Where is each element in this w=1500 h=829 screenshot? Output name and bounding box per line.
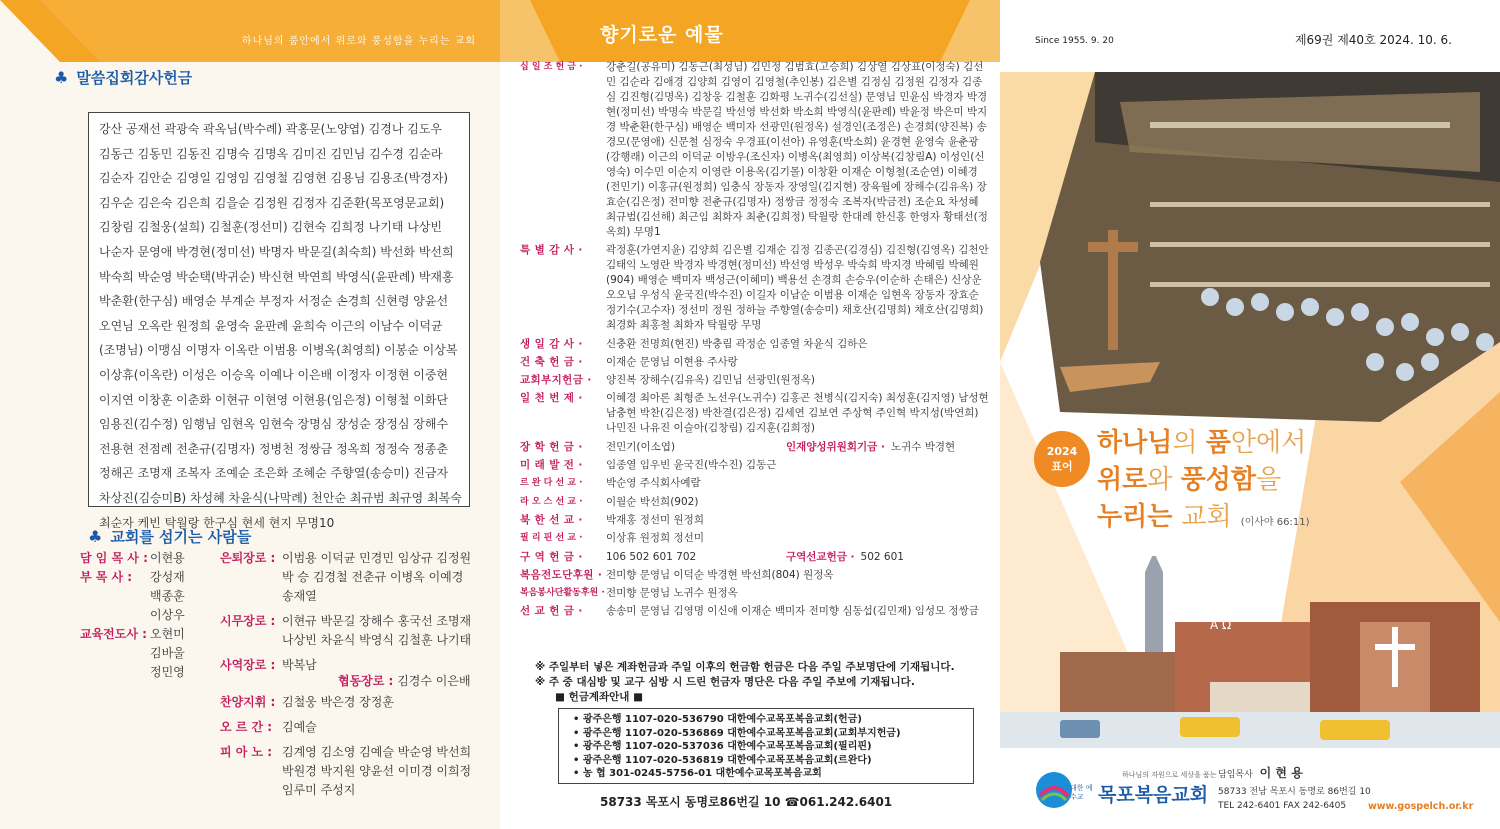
offering-names: 이재순 문영님 이현용 주사랑 [606,355,738,368]
section-title-staff: ♣ 교회를 섬기는 사람들 [88,527,252,546]
offering-extra-label: 구역선교헌금 · [786,550,855,563]
account-line: • 광주은행 1107-020-536869 대한예수교목포복음교회(교회부지헌금) [573,727,901,739]
donor-line: 김순자 김안순 김영일 김영임 김영철 김영현 김용님 김용조(박경자) [99,171,449,186]
staff-row [80,549,220,568]
offering-label: 건 축 헌 금 · [520,355,583,368]
middle-page [500,0,1000,829]
offering-names: 전미향 문영님 이덕순 박경현 박선희(804) 원정옥 [606,568,834,581]
donor-line: 박숙희 박순영 박순택(박귀순) 박신현 박연희 박영식(윤판례) 박재홍 [99,269,454,284]
staff-name: 이상우 [150,608,185,622]
offering-names: 106 502 601 702 [606,550,697,563]
offering-row [520,243,990,333]
offering-row [520,373,990,388]
offering-names: 박재홍 정선미 원정희 [606,513,704,526]
donor-line: 이지연 이창훈 이춘화 이현규 이현영 이현용(임은정) 이형철 이화단 [99,392,449,407]
cover-page [1000,0,1500,829]
offering-names: 이혜경 최아론 최형준 노선우(노귀수) 김홍곤 천병식(김지숙) 최성훈(김지영) 남성현 남충현 박찬(김은정) 박찬결(김은정) 김세연 김보연 주상혁 주인혁 박지성(박연희) 나민진 나유진 이슬아(김창림) 김지훈(김희정) [606,392,989,435]
offering-row [520,513,990,528]
staff-name: 박 승 김경철 전춘규 이병옥 이예경 [282,570,464,584]
offering-row [520,568,990,583]
offering-names: 송송미 문영님 김영명 이신애 이재순 백미자 전미향 심동섭(김민재) 임성모 정쌍금 [606,605,979,618]
donor-line: 김우순 김은숙 김은희 김을순 김정원 김정자 김준환(목포영문교회) [99,195,445,210]
church-name: 목포복음교회 [1098,784,1209,806]
offering-names: 곽정훈(가연지윤) 김양희 김은별 김재순 김정 김종곤(김경심) 김진형(김영옥) 김천안 김태익 노영란 박경자 박경현(정미선) 박선영 박성우 박숙희 박지경 박혜림 박혜원(904) 배영순 백미자 백성근(이혜미) 백용선 손경희 손승우(이순하 손태은) 신상운 오오님 우성식 윤국진(박수진) 이길자 이남순 이범용 이재순 임현옥 장동자 장효순 정기수(고수자) 정선미 정원 정하늘 주향열(송승미) 채호산(김명희) 채호산(김명희) 최경화 최홍철 최화자 탁월랑 무명 [606,244,989,332]
note-line: ※ 주일부터 넣은 계좌헌금과 주일 이후의 헌금함 헌금은 다음 주일 주보명단에 기재됩니다. [535,661,955,673]
donor-line: 이상휴(이옥란) 이성은 이승옥 이예나 이은배 이정자 이정현 이중현 [99,367,449,382]
staff-row [80,625,220,682]
offering-extra-names: 노귀수 박경현 [890,440,956,453]
offering-names: 박순영 주식회사예람 [606,477,701,490]
account-line: • 광주은행 1107-020-536790 대한예수교목포복음교회(헌금) [573,714,862,725]
staff-row [220,612,480,650]
offering-row [520,476,990,491]
account-title: ■ 헌금계좌안내 ■ [555,691,644,703]
left-header-band [0,0,500,62]
note-line: ※ 주 중 대심방 및 교구 심방 시 드린 헌금자 명단은 다음 주일 주보에 기재됩니다. [535,676,915,688]
staff-name: 오현미 [150,627,185,641]
staff-row [220,743,480,800]
staff-name: 나상빈 차윤식 박영식 김철훈 나기태 [282,633,472,647]
offering-row [520,337,990,352]
offering-row [520,391,990,436]
staff-label: 시무장로 : [220,614,276,628]
contact-address: 58733 전남 목포시 동명로 86번길 10 [1218,787,1371,797]
donor-line: 최순자 케빈 탁월랑 한구심 현세 현지 무명10 [99,515,335,530]
offering-names: 전민기(이소엽) [606,440,676,453]
cover-graphic [1000,62,1500,748]
church-address: 58733 목포시 동명로86번길 10 ☎061.242.6401 [600,795,893,809]
offering-names: 양진복 장해수(김유옥) 김민님 선광민(원정옥) [606,374,815,387]
issue-info: 제69권 제40호 2024. 10. 6. [1294,33,1452,47]
offering-label: 복음봉사단활동후원 · [520,588,605,599]
staff-label: 피 아 노 : [220,745,273,759]
staff-name: 강성재 [150,570,185,584]
offering-label: 선 교 헌 금 · [520,605,583,618]
staff-row [220,718,480,737]
staff-name: 박원경 박지원 양윤선 이미경 이희정 [282,764,472,778]
middle-header-title: 향기로운 예물 [600,24,724,46]
donor-line: 나순자 문영애 박경현(정미선) 박명자 박문길(최숙희) 박선화 박선희 [99,244,454,259]
account-line: • 농 협 301-0245-5756-01 대한예수교목포복음교회 [573,768,822,779]
staff-name: 이현규 박문길 장해수 홍국선 조명재 [282,614,472,628]
staff-name: 김바울 [150,646,185,660]
offering-names: 임종열 임우빈 윤국진(박수진) 김동근 [606,459,777,472]
church-logo-icon [1034,770,1074,810]
cover-footer [1000,748,1500,829]
donors-box [88,112,470,530]
offering-row [520,355,990,370]
donor-line: 오연님 오옥란 원정희 윤영숙 윤판례 윤희숙 이근의 이남수 이덕균 [99,318,443,333]
staff-label: 사역장로 : [220,658,276,672]
donor-line: 차상진(김승미B) 차성혜 차윤식(나막례) 천안순 최규범 최규영 최복숙 [99,490,462,505]
staff-name: 김계영 김소영 김예슬 박순영 박선희 [282,745,472,759]
offering-extra-names: 502 601 [860,550,904,563]
logo-small: 대한 예수교 [1070,784,1093,801]
offering-row [520,586,990,601]
offering-label: 특 별 감 사 · [520,244,583,257]
staff-name: 송재열 [282,589,317,603]
club-icon: ♣ [54,68,69,87]
middle-header-band [500,0,1000,62]
staff-label: 교육전도사 : [80,627,147,641]
staff-label: 부 목 사 : [80,570,133,584]
staff-name: 정민영 [150,665,185,679]
pastor-info: 담임목사 이 현 용 [1218,766,1303,780]
offering-names: 이월순 박선희(902) [606,495,699,508]
staff-label: 담 임 목 사 : [80,551,148,565]
donor-line: (조명님) 이맹심 이명자 이옥란 이범용 이병옥(최영희) 이봉순 이상복 [99,343,458,358]
donor-line: 임용진(김수정) 임행님 임현옥 임현숙 장명심 장성순 장정심 장해수 [99,417,449,432]
staff-name: 이현용 [150,551,185,565]
logo-slogan: 하나님의 자원으로 세상을 품는 [1122,771,1217,779]
staff-row [80,568,220,625]
offering-list [520,60,990,623]
staff-name: 김철웅 박은경 장정훈 [282,695,394,709]
offering-label: 르 완 다 선 교 · [520,478,583,489]
offering-label: 구 역 헌 금 · [520,550,583,563]
offering-label: 교회부지헌금 · [520,374,592,387]
offering-names: 이상휴 원정희 정선미 [606,532,704,545]
since-date: Since 1955. 9. 20 [1035,36,1114,46]
offering-label: 북 한 선 교 · [520,513,583,526]
account-box [558,708,974,784]
offering-row [520,531,990,546]
donor-line: 박춘환(한구심) 배영순 부계순 부정자 서정순 손경희 신현령 양윤선 [99,294,449,309]
offering-row [520,458,990,473]
contact-tel: TEL 242-6401 FAX 242-6405 [1218,801,1347,811]
offering-notes [535,660,955,705]
staff-name: 백종훈 [150,589,185,603]
offering-names: 전미향 문영님 노귀수 원정옥 [606,587,738,600]
account-line: • 광주은행 1107-020-537036 대한예수교목포복음교회(필리핀) [573,741,872,752]
offering-names: 강춘길(공유미) 김동근(최성님) 김민정 김범효(고승희) 김상열 김상표(이정숙) 김선민 김순라 김애경 김양희 김영이 김영철(추인봉) 김은별 김정심 김정원 김정자 김종심 김진형(김명옥) 김창웅 김철훈 김화평 노귀수(김선실) 문영님 민윤심 박경자 박경현(정미선) 박명숙 박문길 박선영 박선화 박소희 박영식(윤판례) 박윤정 박은미 박지경 박춘환(한구심) 배영순 백미자 선광민(원정옥) 설경인(조정은) 손경희(양진복) 송경모(문영애) 신문철 심정숙 우경표(이선아) 유영훈(박소희) 윤경현 윤영숙 윤춘광(강행래) 이근의 이덕균 이방우(조신자) 이병옥(최영희) 이상복(김창림A) 이성인(신영숙) 이수민 이순지 이영란 이용옥(김기몰) 이창환 이재순 이형철(조순연) 이혜경(전민기) 이홍규(원정희) 임충식 장동자 장영일(김지현) 장육월예 장해수(김유옥) 장효순(김은정) 전미향 전춘규(김명자) 정쌍금 정정숙 조복자(박금전) 조순요 차성혜 최규범(김선해) 최근임 최화자 최춘(김희정) 탁월랑 한대례 한신홍 한영자 황태선(정옥희) 무명1 [606,61,988,238]
church-motto: 하나님의 품안에서 위로와 풍성함을 누리는 교회 (이사야 66:11) [1097,428,1310,532]
donor-line: 전용현 전점례 전춘규(김명자) 정병천 정쌍금 정옥희 정정숙 정종춘 [99,441,449,456]
offering-label: 생 일 감 사 · [520,337,583,350]
offering-label: 복음전도단후원 · [520,568,603,581]
left-page [0,0,500,829]
staff-row [220,549,480,606]
staff-name: 박복남 [282,658,317,672]
offering-label: 미 래 발 전 · [520,459,583,472]
offering-extra-label: 인재양성위원회기금 · [786,440,885,453]
offering-label: 일 천 번 제 · [520,392,583,405]
offering-label: 장 학 헌 금 · [520,440,583,453]
left-header-text: 하나님의 품안에서 위로와 풍성함을 누리는 교회 [241,36,476,47]
website-link[interactable]: www.gospelch.or.kr [1368,801,1474,812]
donor-line: 김동근 김동민 김동진 김명숙 김명옥 김미진 김민님 김수경 김순라 [99,146,443,161]
offering-row [520,60,990,240]
offering-label: 필 리 핀 선 교 · [520,533,583,544]
donor-line: 정해곤 조명재 조복자 조예순 조은화 조혜순 주향열(송승미) 진금자 [99,466,449,481]
account-line: • 광주은행 1107-020-536819 대한예수교목포복음교회(르완다) [573,754,872,766]
offering-row [520,440,990,455]
staff-pastors [80,549,220,682]
offering-names: 신충환 전명희(현진) 박충림 곽정순 임종열 차윤식 김하은 [606,337,868,350]
staff-cooperating-elders: 협동장로 : 김경수 이은배 [338,674,471,688]
offering-label: 십 일 조 헌 금 · [520,62,583,72]
offering-label: 라 오 스 선 교 · [520,496,583,507]
motto-badge: 2024 표어 [1034,431,1090,487]
donor-line: 강산 공재선 곽광숙 곽옥님(박수례) 곽홍문(노양엽) 김경나 김도우 [99,122,443,136]
building-letters: Α Ω [1210,618,1232,632]
staff-label: 오 르 간 : [220,720,273,734]
staff-name: 이범용 이덕균 민경민 임상규 김정원 [282,551,472,565]
staff-name: 김예슬 [282,720,317,734]
offering-row [520,604,990,619]
staff-row [220,693,480,712]
club-icon: ♣ [88,527,103,546]
staff-label: 찬양지휘 : [220,695,276,709]
donor-line: 김창림 김철웅(설희) 김철훈(정선미) 김현숙 김희정 나기태 나상빈 [99,220,443,235]
staff-label: 은퇴장로 : [220,551,276,565]
offering-row [520,550,990,565]
section-title-offering: ♣ 말씀집회감사헌금 [54,68,193,87]
staff-name: 임루미 주성지 [282,783,356,797]
offering-row [520,495,990,510]
